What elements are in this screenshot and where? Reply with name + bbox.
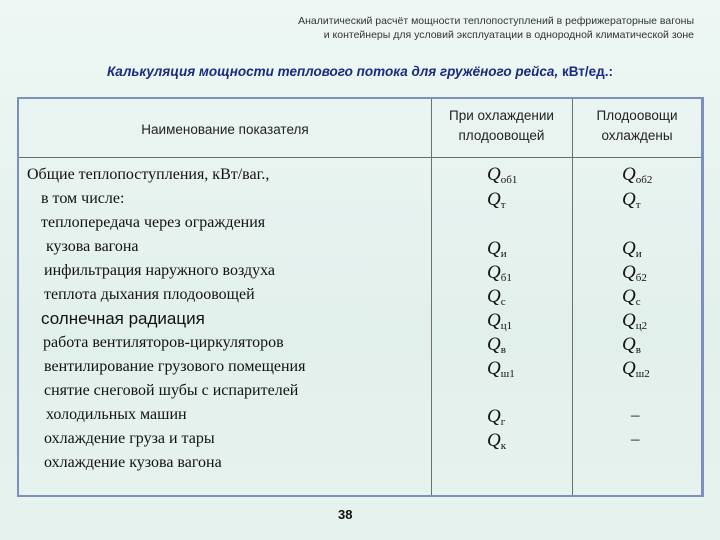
column-header-cooled-line-2: охлаждены <box>601 128 673 143</box>
calculation-table <box>17 97 704 497</box>
dash-cargo-cooling: – <box>631 429 640 448</box>
symbol-q-v: $Q_в$ <box>487 334 506 356</box>
indicator-list <box>27 163 305 475</box>
dash-snow-removal: – <box>631 405 640 424</box>
symbol-q-ts2: $Q_{ц2}$ <box>622 310 648 332</box>
symbol-q-ob2: $Q_{об2}$ <box>622 164 653 186</box>
table-row: инфильтрация наружного воздуха <box>44 262 276 279</box>
table-row: солнечная радиация <box>41 309 205 328</box>
symbol-q-g: $Q_г$ <box>487 406 506 428</box>
symbol-q-t: $Q_т$ <box>622 189 641 211</box>
slide-header <box>174 14 694 42</box>
column-header-cooled <box>572 106 702 146</box>
table-row: Общие теплопоступления, кВт/ваг., <box>27 166 270 183</box>
column-header-name: Наименование показателя <box>141 122 309 137</box>
symbol-q-i: $Q_и$ <box>487 238 507 260</box>
symbol-q-ob1: $Q_{об1}$ <box>487 164 518 186</box>
symbol-q-k: $Q_к$ <box>487 430 507 452</box>
column-divider-2 <box>572 99 573 495</box>
header-line-1: Аналитический расчёт мощности теплопоступлений в рефрижераторные вагоны <box>298 15 694 27</box>
header-divider <box>19 157 701 158</box>
table-row: кузова вагона <box>46 238 139 255</box>
column-header-cooling-line-1: При охлаждении <box>449 108 554 123</box>
table-row: охлаждение кузова вагона <box>44 454 222 471</box>
table-row: в том числе: <box>41 190 125 207</box>
table-row: охлаждение груза и тары <box>44 430 215 447</box>
table-row: холодильных машин <box>46 406 187 423</box>
symbol-q-s: $Q_с$ <box>487 286 506 308</box>
symbol-q-v: $Q_в$ <box>622 334 641 356</box>
subtitle-unit: кВт/ед.: <box>561 64 613 79</box>
column-header-cooled-line-1: Плодоовощи <box>596 108 678 123</box>
slide-subtitle <box>0 64 720 79</box>
symbol-q-t: $Q_т$ <box>487 189 506 211</box>
symbol-q-sh2: $Q_{ш2}$ <box>622 358 650 380</box>
subtitle-text: Калькуляция мощности теплового потока для гружёного рейса, <box>107 64 559 79</box>
symbol-q-s: $Q_с$ <box>622 286 641 308</box>
symbol-q-ts1: $Q_{ц1}$ <box>487 310 513 332</box>
symbol-q-sh1: $Q_{ш1}$ <box>487 358 515 380</box>
table-row: теплопередача через ограждения <box>41 214 266 231</box>
symbol-q-i: $Q_и$ <box>622 238 642 260</box>
table-row: вентилирование грузового помещения <box>44 358 306 375</box>
table-row: снятие снеговой шубы с испарителей <box>44 382 299 399</box>
column-header-cooling <box>431 106 572 146</box>
column-header-cooling-line-2: плодоовощей <box>458 128 545 143</box>
header-line-2: и контейнеры для условий эксплуатации в однородной климатической зоне <box>323 29 694 41</box>
column-divider-1 <box>431 99 432 495</box>
table-row: работа вентиляторов-циркуляторов <box>43 334 284 351</box>
page-number: 38 <box>338 507 353 522</box>
table-row: теплота дыхания плодоовощей <box>44 286 255 303</box>
symbol-q-b1: $Q_{б1}$ <box>487 262 512 284</box>
symbol-q-b2: $Q_{б2}$ <box>622 262 647 284</box>
